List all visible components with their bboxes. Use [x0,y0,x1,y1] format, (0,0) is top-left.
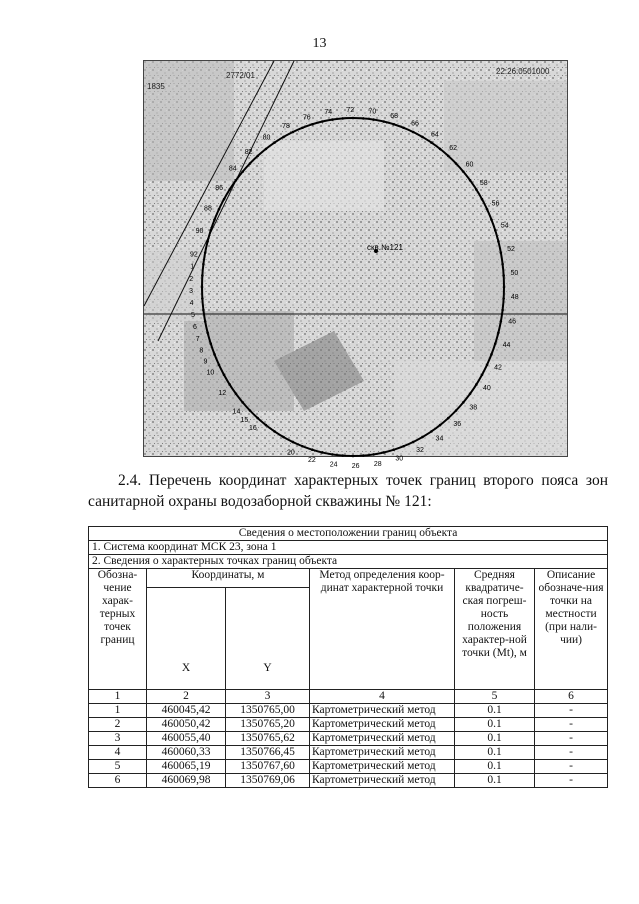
boundary-point-label: 80 [262,134,271,142]
error-value: 0.1 [455,746,535,760]
point-number: 4 [89,746,147,760]
boundary-point [292,131,295,134]
boundary-point [372,453,375,456]
header-error: Средняя квадратиче-ская погреш-ность положения характер-ной точки (Mt), м [455,569,535,690]
point-number: 6 [89,774,147,788]
boundary-point-label: 52 [507,245,515,253]
boundary-point [486,208,489,211]
boundary-point [228,188,231,191]
page-number: 13 [312,36,327,51]
boundary-point-label: 28 [373,460,382,468]
boundary-point [421,436,424,439]
boundary-point [202,263,205,266]
point-number: 3 [89,732,147,746]
y-value: 1350765,00 [226,704,310,718]
boundary-point [382,120,385,123]
column-number: 4 [310,690,455,704]
boundary-point [218,363,221,366]
boundary-point-label: 88 [204,205,212,213]
boundary-point [475,383,478,386]
y-value: 1350766,45 [226,746,310,760]
boundary-point [462,170,465,173]
boundary-point [209,229,212,232]
boundary-point [352,455,355,458]
boundary-point [490,353,493,356]
boundary-point-label: 4 [189,300,194,308]
boundary-map [143,60,568,470]
boundary-point-label: 92 [189,251,198,259]
method-value: Картометрический метод [310,760,455,774]
boundary-point [421,136,424,139]
boundary-point [249,162,252,165]
boundary-point-label: 15 [240,417,249,425]
x-value: 460065,19 [147,760,226,774]
boundary-point [362,117,365,120]
table-row [89,732,608,746]
boundary-point-label: 16 [248,424,257,432]
error-value: 0.1 [455,760,535,774]
boundary-point [481,198,484,201]
header-method: Метод определения коор-динат характерной точки [310,569,455,690]
table-title: Сведения о местоположении границ объекта [89,527,608,541]
method-value: Картометрический метод [310,746,455,760]
boundary-point [486,363,489,366]
boundary-point [204,251,207,254]
boundary-point-label: 9 [203,358,208,366]
boundary-point-label: 68 [390,112,399,120]
boundary-point [206,331,209,334]
boundary-point [455,162,458,165]
corner-number: 1835 [147,82,165,91]
boundary-point-label: 58 [479,179,488,187]
point-number: 1 [89,704,147,718]
boundary-point [362,454,365,457]
column-number: 1 [89,690,147,704]
boundary-point [241,170,244,173]
boundary-point [213,218,216,221]
boundary-point [311,448,314,451]
description-value: - [535,746,608,760]
description-value: - [535,704,608,718]
boundary-point [402,126,405,129]
boundary-point [311,123,314,126]
boundary-point-label: 44 [502,341,511,349]
header-y: Y [226,588,310,690]
error-value: 0.1 [455,732,535,746]
boundary-point-label: 46 [508,318,517,326]
boundary-point-label: 64 [430,131,439,139]
boundary-point-label: 70 [368,108,377,116]
error-value: 0.1 [455,704,535,718]
boundary-point [213,353,216,356]
boundary-point [209,342,212,345]
boundary-point [331,453,334,456]
boundary-point [501,309,504,312]
boundary-point [392,123,395,126]
boundary-point [204,320,207,323]
boundary-point [273,430,276,433]
boundary-point-label: 30 [395,455,404,463]
boundary-point [321,120,324,123]
boundary-point-label: 26 [351,462,360,470]
boundary-point [201,297,204,300]
points-title: 2. Сведения о характерных точках границ объекта [89,555,608,569]
description-value: - [535,774,608,788]
column-number: 5 [455,690,535,704]
description-value: - [535,760,608,774]
boundary-point [502,274,505,277]
boundary-point [249,409,252,412]
boundary-point [265,148,268,151]
boundary-point-label: 60 [465,161,474,169]
coordinate-system: 1. Система координат МСК 23, зона 1 [89,541,608,555]
boundary-point-label: 10 [206,369,215,377]
point-number: 5 [89,760,147,774]
y-value: 1350765,62 [226,732,310,746]
boundary-point-label: 36 [453,421,462,429]
boundary-point-label: 22 [307,457,316,465]
boundary-point-label: 76 [302,114,311,122]
boundary-point [503,286,506,289]
boundary-point-label: 72 [346,107,355,115]
boundary-point-label: 8 [199,347,204,355]
well-label: скв.№121 [367,243,403,252]
column-number: 6 [535,690,608,704]
boundary-point [201,286,204,289]
boundary-point-label: 38 [469,404,478,412]
table-row [89,718,608,732]
boundary-point [372,118,375,121]
boundary-point-label: 3 [189,287,193,295]
boundary-point-label: 42 [494,364,502,372]
boundary-point [201,274,204,277]
boundary-point [430,430,433,433]
boundary-point-label: 50 [510,269,519,277]
header-description: Описание обозначе-ния точки на местности (при нали-чии) [535,569,608,690]
boundary-point [430,141,433,144]
method-value: Картометрический метод [310,704,455,718]
y-value: 1350767,60 [226,760,310,774]
boundary-point-label: 84 [228,165,237,173]
boundary-point [490,218,493,221]
boundary-point-label: 82 [244,148,253,156]
boundary-point [469,179,472,182]
boundary-point [455,409,458,412]
boundary-point-label: 90 [195,228,204,236]
boundary-point [439,424,442,427]
x-value: 460045,42 [147,704,226,718]
boundary-point [235,392,238,395]
boundary-point [500,320,503,323]
boundary-point-label: 2 [189,275,194,283]
method-value: Картометрический метод [310,774,455,788]
boundary-point-label: 74 [324,109,333,117]
boundary-point-label: 20 [287,449,295,457]
boundary-point [301,445,304,448]
boundary-point [223,198,226,201]
header-x: X [147,588,226,690]
method-value: Картометрический метод [310,732,455,746]
boundary-point [392,448,395,451]
boundary-point [447,417,450,420]
boundary-point [341,117,344,120]
boundary-point-label: 12 [218,390,227,398]
boundary-point [206,240,209,243]
boundary-point [497,331,500,334]
boundary-point [223,374,226,377]
boundary-point-label: 5 [190,312,195,320]
boundary-point-label: 1 [190,263,195,271]
description-value: - [535,718,608,732]
error-value: 0.1 [455,774,535,788]
error-value: 0.1 [455,718,535,732]
column-number: 2 [147,690,226,704]
x-value: 460060,33 [147,746,226,760]
boundary-point [321,451,324,454]
boundary-point [501,263,504,266]
boundary-point [218,208,221,211]
boundary-point-label: 54 [500,222,509,230]
boundary-point-label: 14 [232,408,241,416]
boundary-point [202,309,205,312]
boundary-point [382,451,385,454]
cadastral-label-left: 2772/01 [226,71,255,80]
boundary-point [273,141,276,144]
description-value: - [535,732,608,746]
boundary-point-label: 66 [411,120,419,128]
x-value: 460055,40 [147,732,226,746]
boundary-point [282,136,285,139]
boundary-point-label: 34 [435,435,444,443]
boundary-point-label: 6 [193,324,197,332]
column-number-row [89,690,608,704]
method-value: Картометрический метод [310,718,455,732]
boundary-point-label: 86 [215,184,224,192]
boundary-point [412,441,415,444]
boundary-point [301,126,304,129]
boundary-point [439,148,442,151]
boundary-point-label: 40 [482,385,491,393]
boundary-point [462,401,465,404]
boundary-point [265,424,268,427]
x-value: 460069,98 [147,774,226,788]
boundary-point [352,117,355,120]
boundary-point [502,297,505,300]
boundary-point [469,392,472,395]
boundary-point [494,342,497,345]
boundary-point-label: 56 [491,200,500,208]
x-value: 460050,42 [147,718,226,732]
boundary-point [402,445,405,448]
boundary-point [282,436,285,439]
boundary-point [475,188,478,191]
boundary-point [256,155,259,158]
header-coordinates: Координаты, м [147,569,310,588]
boundary-point [292,441,295,444]
boundary-point-label: 48 [510,294,519,302]
boundary-point [228,383,231,386]
boundary-point [341,454,344,457]
cadastral-label-right: 22:26:0501000 [496,67,550,76]
boundary-point-label: 78 [282,122,290,130]
boundary-point [497,240,500,243]
boundary-point [494,229,497,232]
boundary-point [241,401,244,404]
boundary-point [481,374,484,377]
boundary-point [500,251,503,254]
boundary-point-label: 24 [329,461,338,469]
boundary-point-label: 32 [416,447,424,455]
table-row [89,760,608,774]
boundary-point [447,155,450,158]
table-row [89,746,608,760]
section-heading: 2.4. Перечень координат характерных точек границ второго пояса зон санитарной охраны водозаборной скважины № 121: [88,472,608,510]
boundary-point-label: 62 [449,145,458,153]
y-value: 1350765,20 [226,718,310,732]
boundary-point [256,417,259,420]
table-row [89,704,608,718]
coordinates-table [88,526,608,788]
point-number: 2 [89,718,147,732]
boundary-point-label: 7 [195,335,200,343]
boundary-point [331,118,334,121]
header-designation: Обозна-чение харак-терных точек границ [89,569,147,690]
boundary-point [412,131,415,134]
y-value: 1350769,06 [226,774,310,788]
boundary-point [235,179,238,182]
column-number: 3 [226,690,310,704]
table-row [89,774,608,788]
